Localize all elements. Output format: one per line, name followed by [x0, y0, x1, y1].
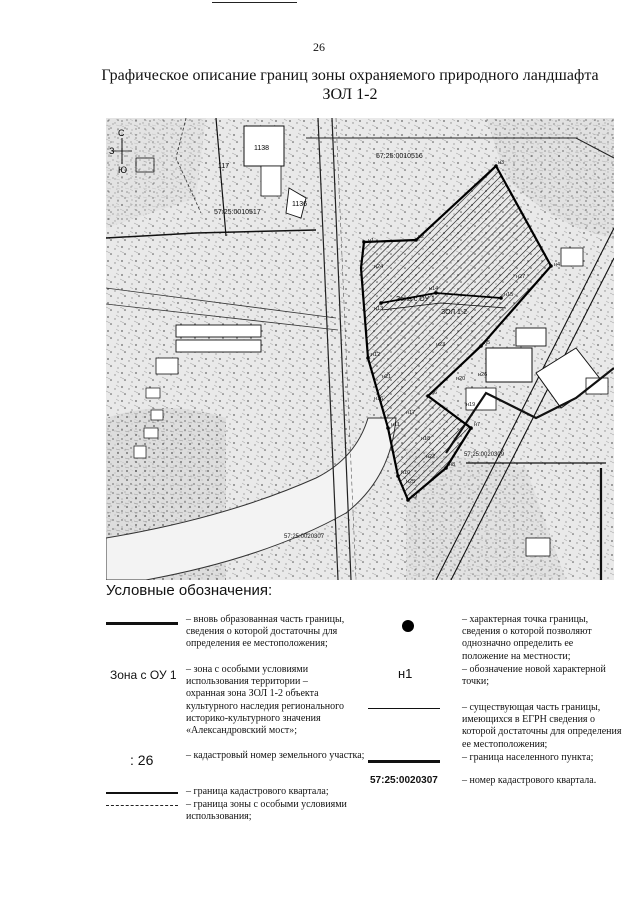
- point-label: н1: [368, 238, 375, 244]
- compass-north: С: [118, 128, 125, 138]
- legend-symbol-new-boundary: [106, 622, 178, 625]
- point-label: н24: [374, 264, 384, 270]
- point-label: н15: [504, 292, 514, 298]
- label-zone-ou: Зона с ОУ 1: [396, 296, 435, 303]
- point-label: н3: [498, 160, 505, 166]
- top-rule: [212, 2, 297, 3]
- point-label: н16: [374, 396, 384, 402]
- point-label: н19: [466, 402, 476, 408]
- point-label: н6: [431, 390, 438, 396]
- point-label: н9: [411, 494, 418, 500]
- legend-text-existing-boundary: – существующая часть границы, имеющихся в ЕГРН сведения о которой достаточны для определения ее местоположения;: [462, 702, 622, 750]
- legend-text-plot-number: – кадастровый номер земельного участка;: [186, 750, 365, 761]
- cadastral-map: [106, 118, 614, 580]
- point-label: н7: [474, 422, 481, 428]
- legend-text-zone-boundary: – граница зоны с особыми условиями использования;: [186, 799, 347, 823]
- point-label: н4: [554, 262, 561, 268]
- point-label: н25: [406, 479, 416, 485]
- legend-text-new-point: – обозначение новой характерной точки;: [462, 664, 606, 688]
- legend-symbol-quarter-boundary: [106, 792, 178, 794]
- legend-text-zone: – зона с особыми условиями использования территории – охранная зона ЗОЛ 1-2 объекта культурного наследия регионального историко-культурного значения «Александровский мост»;: [186, 664, 344, 737]
- point-label: н10: [401, 470, 411, 476]
- legend-text-point: – характерная точка границы, сведения о которой позволяют однозначно определить ее положение на местности;: [462, 614, 592, 662]
- map-svg: [106, 118, 614, 580]
- legend-symbol-zone-boundary: [106, 805, 178, 806]
- point-label: н12: [371, 352, 381, 358]
- point-label: н13: [374, 306, 384, 312]
- page-title: [60, 66, 638, 104]
- page-number: 26: [313, 40, 325, 54]
- point-label: н22: [426, 454, 436, 460]
- point-label: н11: [391, 422, 400, 428]
- point-label: н2: [418, 234, 425, 240]
- legend-symbol-settlement-boundary: [368, 760, 440, 763]
- legend-heading: Условные обозначения:: [106, 582, 273, 599]
- compass-west: З: [109, 146, 115, 156]
- point-label: н21: [382, 374, 392, 380]
- point-label: н27: [516, 274, 526, 280]
- label-quarter-4: 57:25:0020307: [284, 534, 325, 540]
- point-label: н26: [478, 372, 488, 378]
- legend-text-quarter-boundary: – граница кадастрового квартала;: [186, 786, 329, 797]
- point-label: н18: [421, 436, 431, 442]
- label-plot-2: 1136: [292, 201, 308, 208]
- title-line-2: ЗОЛ 1-2: [322, 86, 378, 103]
- legend-symbol-plot-number: : 26: [130, 752, 154, 768]
- legend-text-new-boundary: – вновь образованная часть границы, сведения о которой достаточны для определения ее местоположения;: [186, 614, 345, 650]
- legend-symbol-new-point: н1: [398, 666, 413, 681]
- title-line-1: Графическое описание границ зоны охраняемого природного ландшафта: [101, 67, 599, 84]
- point-label: н5: [484, 340, 491, 346]
- label-quarter-1: 57:25:0010516: [376, 153, 423, 160]
- point-label: н14: [429, 286, 439, 292]
- compass-south: Ю: [118, 165, 128, 175]
- legend-symbol-point: [402, 620, 414, 632]
- label-zol: ЗОЛ 1-2: [441, 309, 468, 316]
- label-plot-3: 117: [218, 163, 230, 170]
- label-quarter-3: 57:25:0020309: [464, 452, 505, 458]
- label-quarter-2: 57:25:0010517: [214, 209, 261, 216]
- legend-symbol-existing-boundary: [368, 708, 440, 709]
- point-label: н17: [406, 410, 416, 416]
- legend-text-quarter-number: – номер кадастрового квартала.: [462, 775, 597, 786]
- point-label: н23: [436, 342, 446, 348]
- legend-symbol-quarter-number: 57:25:0020307: [370, 775, 438, 786]
- point-label: н8: [449, 462, 456, 468]
- legend-symbol-zone: Зона с ОУ 1: [110, 668, 177, 682]
- point-label: н20: [456, 376, 466, 382]
- legend-text-settlement-boundary: – граница населенного пункта;: [462, 752, 594, 763]
- label-plot-1: 1138: [254, 145, 270, 152]
